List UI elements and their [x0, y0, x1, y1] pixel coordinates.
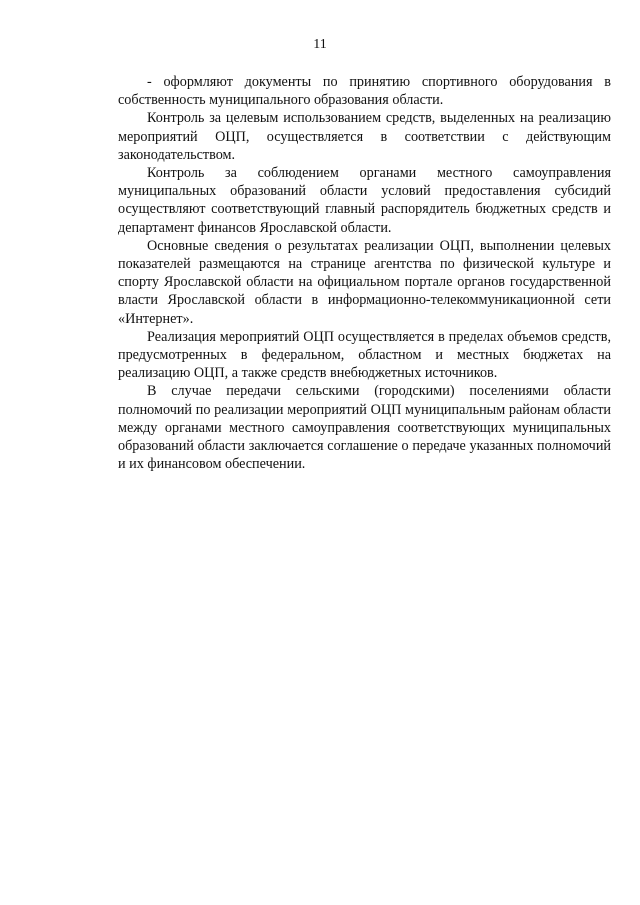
document-body	[118, 73, 611, 473]
paragraph-results-publication: Основные сведения о результатах реализации ОЦП, выполнении целевых показателей размещаются на странице агентства по физической культуре и спорту Ярославской области на официальном портале органов государственной власти Ярославской области в информационно-телекоммуникационной сети «Интернет».	[118, 237, 611, 327]
paragraph-funds-control: Контроль за целевым использованием средств, выделенных на реализацию мероприятий ОЦП, осуществляется в соответствии с действующим законодательством.	[118, 110, 611, 163]
paragraph-powers-transfer: В случае передачи сельскими (городскими) поселениями области полномочий по реализации мероприятий ОЦП муниципальным районам области между органами местного самоуправления соответствующих муниципальных образований области заключается соглашение о передаче указанных полномочий и их финансовом обеспечении.	[118, 383, 611, 473]
paragraph-equipment-ownership: - оформляют документы по принятию спортивного оборудования в собственность муниципального образования области.	[118, 74, 611, 109]
page-number: 11	[313, 37, 327, 52]
paragraph-funding-limits: Реализация мероприятий ОЦП осуществляется в пределах объемов средств, предусмотренных в федеральном, областном и местных бюджетах на реализацию ОЦП, а также средств внебюджетных источников.	[118, 328, 611, 382]
paragraph-subsidy-control: Контроль за соблюдением органами местного самоуправления муниципальных образований области условий предоставления субсидий осуществляют соответствующий главный распорядитель бюджетных средств и департамент финансов Ярославской области.	[118, 165, 611, 236]
